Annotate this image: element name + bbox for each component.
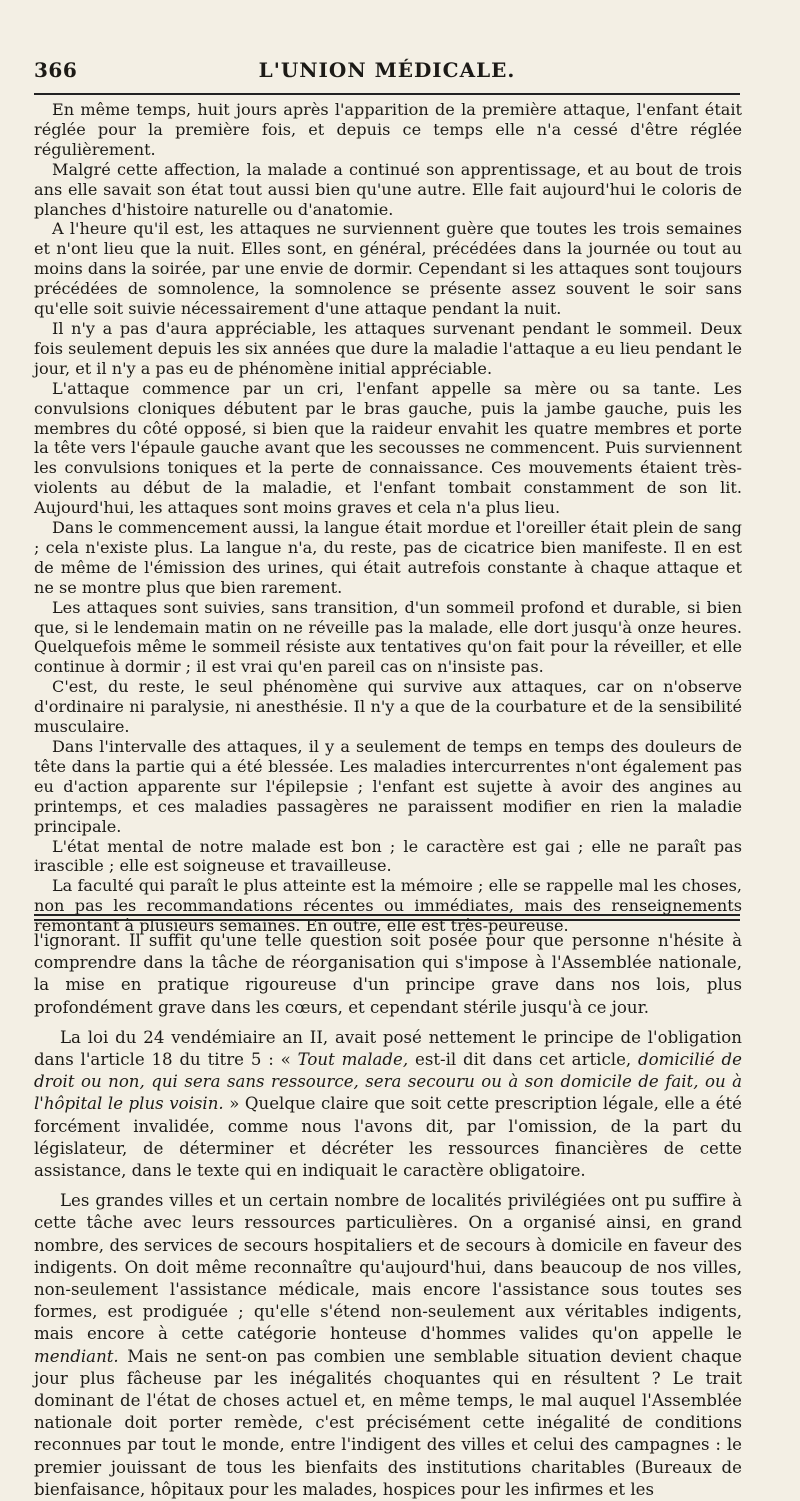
article-paragraph: C'est, du reste, le seul phénomène qui survive aux attaques, car on n'observe d'ordinaire ni paralysie, ni anesthésie. Il n'y a que de la courbature et de la sensibilité musculaire. (34, 677, 742, 737)
article-paragraph: Dans l'intervalle des attaques, il y a seulement de temps en temps des douleurs de tête dans la partie qui a été blessée. Les maladies intercurrentes n'ont également pas eu d'action apparente sur l'épilepsie ; l'enfant est sujette à avoir des angines au printemps, et ces maladies passagères ne paraissent modifier en rien la maladie principale. (34, 737, 742, 836)
article-paragraph: A l'heure qu'il est, les attaques ne surviennent guère que toutes les trois semaines et n'ont lieu que la nuit. Elles sont, en général, précédées dans la journée ou tout au moins dans la soirée, par une envie de dormir. Cependant si les attaques sont toujours précédées de somnolence, la somnolence se présente assez souvent le soir sans qu'elle soit suivie nécessairement d'une attaque pendant la nuit. (34, 219, 742, 319)
feuilleton-text: Mais ne sent-on pas combien une semblable situation devient chaque jour plus fâcheuse par les inégalités choquantes qui en résultent ? Le trait dominant de l'état de choses actuel et, en même temps, le mal auquel l'Assemblée nationale doit porter remède, c'est précisément cette inégalité de conditions reconnues par tout le monde, entre l'indigent des villes et celui des campagnes : le premier jouissant de tous les bienfaits des institutions charitables (Bureaux de bienfaisance, hôpitaux pour les malades, hospices pour les infirmes et les (34, 1346, 742, 1499)
page-number: 366 (34, 58, 78, 82)
article-paragraph: Il n'y a pas d'aura appréciable, les attaques survenant pendant le sommeil. Deux fois seulement depuis les six années que dure la maladie l'attaque a eu lieu pendant le jour, et il n'y a pas eu de phénomène initial appréciable. (34, 318, 742, 378)
article-paragraph: Dans le commencement aussi, la langue était mordue et l'oreiller était plein de sang ; cela n'existe plus. La langue n'a, du reste, pas de cicatrice bien manifeste. Il en est de même de l'émission des urines, qui était autrefois constante à chaque attaque et ne se montre plus que bien rarement. (34, 518, 742, 597)
feuilleton-text: Les grandes villes et un certain nombre de localités privilégiées ont pu suffire à cette tâche avec leurs ressources particulières. On a organisé ainsi, en grand nombre, des services de secours hospitaliers et de secours à domicile en faveur des indigents. On doit même reconnaître qu'aujourd'hui, dans beaucoup de nos villes, non-seulement l'assistance médicale, mais encore l'assistance sous toutes ses formes, est prodiguée ; qu'elle s'étend non-seulement aux véritables indigents, mais encore à cette catégorie honteuse d'hommes valides qu'on appelle le (34, 1191, 742, 1344)
article-body (34, 100, 742, 936)
feuilleton-body (34, 930, 742, 1501)
feuilleton-paragraph (34, 1027, 742, 1182)
running-title: L'UNION MÉDICALE. (258, 58, 516, 82)
header-rule (34, 93, 740, 95)
feuilleton-text: est-il dit dans cet article, (408, 1050, 639, 1070)
article-paragraph: L'état mental de notre malade est bon ; le caractère est gai ; elle ne paraît pas irascible ; elle est soigneuse et travailleuse. (34, 836, 742, 876)
article-paragraph: La faculté qui paraît le plus atteinte est la mémoire ; elle se rappelle mal les choses, non pas les recommandations récentes ou immédiates, mais des renseignements remontant à plusieurs semaines. En outre, elle est très-peureuse. (34, 876, 742, 936)
feuilleton-italic: domicilié de droit ou non, qui sera sans ressource, sera secouru ou à son domicile de fait, ou à l'hôpital le plus voisin. (34, 1050, 742, 1114)
article-paragraph: Les attaques sont suivies, sans transition, d'un sommeil profond et durable, si bien que, si le lendemain matin on ne réveille pas la malade, elle dort jusqu'à onze heures. Quelquefois même le sommeil résiste aux tentatives qu'on fait pour la réveiller, et elle continue à dormir ; il est vrai qu'en pareil cas on n'insiste pas. (34, 597, 742, 677)
feuilleton-italic: Tout malade, (297, 1050, 409, 1070)
feuilleton-paragraph (34, 1190, 742, 1501)
page-header (34, 58, 740, 86)
article-paragraph: En même temps, huit jours après l'apparition de la première attaque, l'enfant était réglée pour la première fois, et depuis ce temps elle n'a cessé d'être réglée régulièrement. (34, 100, 742, 159)
article-paragraph: Malgré cette affection, la malade a continué son apprentissage, et au bout de trois ans elle savait son état tout aussi bien qu'une autre. Elle fait aujourd'hui le coloris de planches d'histoire naturelle ou d'anatomie. (34, 159, 742, 219)
feuilleton-paragraph: l'ignorant. Il suffit qu'une telle question soit posée pour que personne n'hésite à comprendre dans la tâche de réorganisation qui s'impose à l'Assemblée nationale, la mise en pratique rigoureuse d'un principe grave dans nos lois, plus profondément grave dans les cœurs, et cependant stérile jusqu'à ce jour. (34, 931, 742, 1017)
feuilleton-italic: mendiant. (34, 1346, 119, 1366)
article-paragraph: L'attaque commence par un cri, l'enfant appelle sa mère ou sa tante. Les convulsions cloniques débutent par le bras gauche, puis la jambe gauche, puis les membres du côté opposé, si bien que la raideur envahit les quatre membres et porte la tête vers l'épaule gauche avant que les secousses ne commencent. Puis surviennent les convulsions toniques et la perte de connaissance. Ces mouvements étaient très-violents au début de la maladie, et l'enfant tombait constamment de son lit. Aujourd'hui, les attaques sont moins graves et cela n'a plus lieu. (34, 378, 742, 518)
feuilleton-text: La loi du 24 vendémiaire an II, avait posé nettement le principe de l'obligation dans l'article 18 du titre 5 : « (34, 1027, 742, 1070)
feuilleton-text: » Quelque claire que soit cette prescription légale, elle a été forcément invalidée, comme nous l'avons dit, par l'omission, de la part du législateur, de déterminer et décréter les ressources financières de cette assistance, dans le texte qui en indiquait le caractère obligatoire. (34, 1094, 742, 1181)
feuilleton-divider (34, 914, 740, 921)
